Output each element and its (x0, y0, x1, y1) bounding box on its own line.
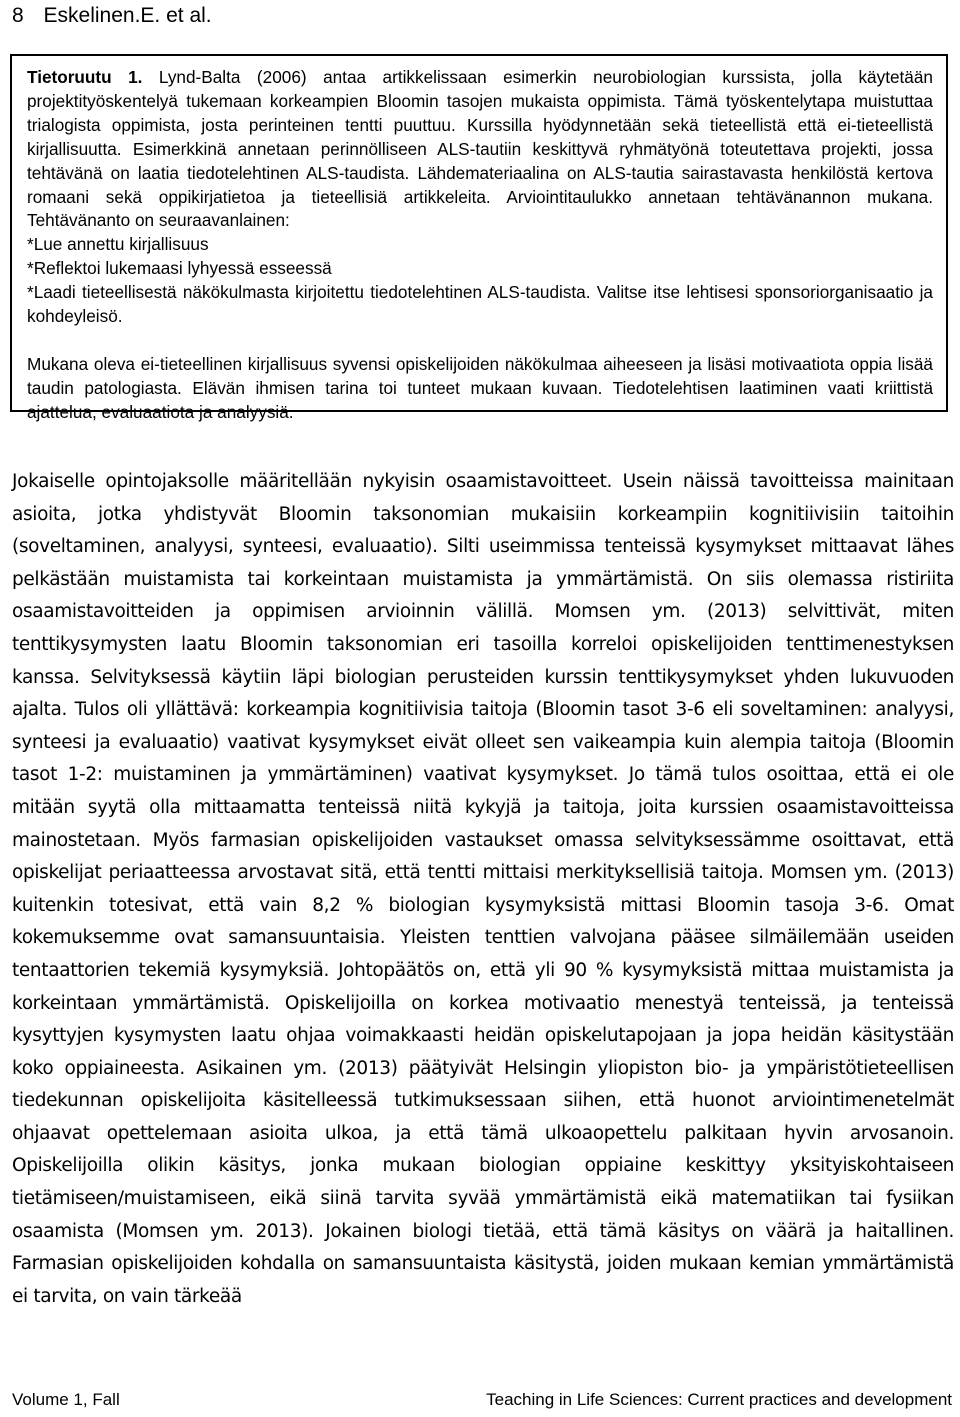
info-box-intro-text: Lynd-Balta (2006) antaa artikkelissaan esimerkin neurobiologian kurssista, jolla käytetään projektityöskentelyä tukemaan korkeampien Bloomin tasojen mukaista oppimista. Tämä työskentelytapa muistuttaa trialogista oppimista, josta perinteinen tentti puuttuu. Kurssilla hyödynnetään sekä tieteellistä että ei-tieteellistä kirjallisuutta. Esimerkkinä annetaan perinnölliseen ALS-tautiin keskittyvä ryhmätyönä toteutettava projekti, jossa tehtävänä on laatia tiedotelehtinen ALS-taudista. Lähdemateriaalina on ALS-tautia sairastavasta henkilöstä kertova romaani sekä oppikirjatietoa ja tieteellisiä artikkeleita. Arviointitaulukko annetaan tehtävänannon mukana. Tehtävänanto on seuraavanlainen: (27, 67, 933, 231)
body-paragraph: Jokaiselle opintojaksolle määritellään nykyisin osaamistavoitteet. Usein näissä tavoitteissa mainitaan asioita, jotka yhdistyvät Bloomin taksonomian mukaisiin korkeampiin kognitiivisiin taitoihin (soveltaminen, analyysi, synteesi, evaluaatio). Silti useimmissa tenteissä kysymykset mittaavat lähes pelkästään muistamista tai korkeintaan muistamista ja ymmärtämistä. On siis olemassa ristiriita osaamistavoitteiden ja oppimisen arvioinnin välillä. Momsen ym. (2013) selvittivät, miten tenttikysymysten laatu Bloomin taksonomian eri tasoilla korreloi opiskelijoiden tenttimenestyksen kanssa. Selvityksessä käytiin läpi biologian perusteiden kurssin tenttikysymykset yhden lukuvuoden ajalta. Tulos oli yllättävä: korkeampia kognitiivisia taitoja (Bloomin tasot 3-6 eli soveltaminen: analyysi, synteesi ja evaluaatio) vaativat kysymykset eivät olleet sen vaikeampia kuin alempia taitoja (Bloomin tasot 1-2: muistaminen ja ymmärtäminen) vaativat kysymykset. Jo tämä tulos osoittaa, että ei ole mitään syytä olla mittaamatta tenteissä niitä kykyjä ja taitoja, joita kurssien osaamistavoitteissa mainostetaan. Myös farmasian opiskelijoiden vastaukset omassa selvityksessämme osoittavat, että opiskelijat periaatteessa arvostavat sitä, että tentti mittaisi merkityksellisiä taitoja. Momsen ym. (2013) kuitenkin totesivat, että vain 8,2 % biologian kysymyksistä mittasi Bloomin tasoja 3-6. Omat kokemuksemme ovat samansuuntaisia. Yleisten tenttien valvojana pääsee silmäilemään useiden tentaattorien tekemiä kysymyksiä. Johtopäätös on, että yli 90 % kysymyksistä mittaa muistamista ja korkeintaan ymmärtämistä. Opiskelijoilla on korkea motivaatio menestyä tenteissä, ja tenteissä kysyttyjen kysymysten laatu ohjaa voimakkaasti heidän opiskelutapojaan ja jopa heidän käsitystään koko oppiaineesta. Asikainen ym. (2013) päätyivät Helsingin yliopiston bio- ja ympäristötieteellisen tiedekunnan opiskelijoita käsitelleessä tutkimuksessaan siihen, että huonot arviointimenetelmät ohjaavat opettelemaan asioita ulkoa, ja että tämä ulkoaopettelu palkitaan hyvin arvosanoin. Opiskelijoilla olikin käsitys, jonka mukaan biologian oppiaine keskittyy yksityiskohtaiseen tietämiseen/muistamiseen, eikä siinä tarvita syvää ymmärtämistä eikä matematiikan tai fysiikan osaamista (Momsen ym. 2013). Jokainen biologi tietää, että tämä käsitys on väärä ja haitallinen. Farmasian opiskelijoiden kohdalla on samansuuntaista käsitystä, joiden mukaan kemian ymmärtämistä ei tarvita, on vain tärkeää (12, 471, 954, 1307)
footer-volume: Volume 1, Fall (12, 1390, 120, 1409)
running-header (12, 4, 212, 28)
running-footer (12, 1390, 952, 1410)
task-item: *Laadi tieteellisestä näkökulmasta kirjoitettu tiedotelehtinen ALS-taudista. Valitse itse lehtisesi sponsoriorganisaatio ja kohdeyleisö. (27, 282, 933, 327)
info-box-intro (27, 66, 933, 233)
body-text (12, 466, 954, 1313)
info-box-content (27, 66, 933, 425)
header-authors: Eskelinen.E. et al. (43, 4, 212, 27)
info-box-conclusion: Mukana oleva ei-tieteellinen kirjallisuus syvensi opiskelijoiden näkökulmaa aiheeseen ja lisäsi motivaatiota oppia lisää taudin patologiasta. Elävän ihmisen tarina toi tunteet mukaan kuvaan. Tiedotelehtisen laatiminen vaati kriittistä ajattelua, evaluaatiota ja analyysiä. (27, 353, 933, 422)
footer-journal: Teaching in Life Sciences: Current practices and development (486, 1390, 952, 1409)
info-box-title: Tietoruutu 1. (27, 67, 143, 87)
spacer (27, 329, 933, 353)
page-number: 8 (12, 4, 24, 27)
info-box (10, 54, 948, 422)
task-item: *Lue annettu kirjallisuus (27, 234, 209, 255)
task-item: *Reflektoi lukemaasi lyhyessä esseessä (27, 258, 332, 279)
